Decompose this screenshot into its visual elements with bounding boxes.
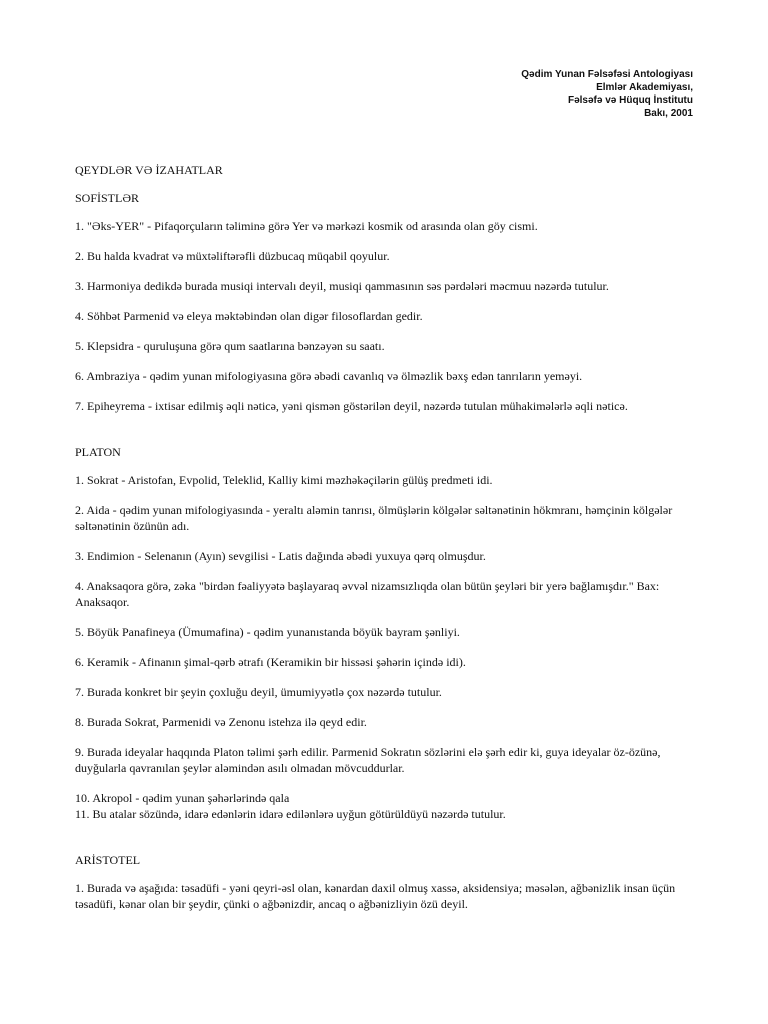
section-heading-platon: PLATON bbox=[75, 445, 121, 459]
note-item: 1. "Əks-YER" - Pifaqorçuların təliminə görə Yer və mərkəzi kosmik od arasında olan göy cismi. bbox=[75, 219, 538, 233]
note-item: 9. Burada ideyalar haqqında Platon təlimi şərh edilir. Parmenid Sokratın sözlərini elə şərh edir ki, guya ideyalar öz-özünə, duyğularla qavranılan şeylər aləmindən asılı olmadan mövcuddurlar. bbox=[75, 745, 661, 775]
note-item: 4. Anaksaqora görə, zəka "birdən fəaliyyətə başlayaraq əvvəl nizamsızlıqda olan bütün şeyləri bir yerə bağlamışdır." Bax: Anaksaqor. bbox=[75, 579, 660, 609]
note-item: 3. Harmoniya dedikdə burada musiqi intervalı deyil, musiqi qammasının səs pərdələri məcmuu nəzərdə tutulur. bbox=[75, 279, 609, 293]
note-item: 4. Söhbət Parmenid və eleya məktəbindən olan digər filosoflardan gedir. bbox=[75, 309, 423, 323]
note-item: 2. Bu halda kvadrat və müxtəliftərəfli düzbucaq müqabil qoyulur. bbox=[75, 249, 390, 263]
note-item: 5. Klepsidra - quruluşuna görə qum saatlarına bənzəyən su saatı. bbox=[75, 339, 385, 353]
note-item: 7. Burada konkret bir şeyin çoxluğu deyil, ümumiyyətlə çox nəzərdə tutulur. bbox=[75, 685, 442, 699]
header-line-4: Bakı, 2001 bbox=[644, 108, 693, 119]
section-heading-aristotel: ARİSTOTEL bbox=[75, 853, 141, 867]
header-line-3: Fəlsəfə və Hüquq İnstitutu bbox=[567, 95, 693, 106]
note-item: 6. Ambraziya - qədim yunan mifologiyasına görə əbədi cavanlıq və ölməzlik bəxş edən tanrıların yeməyi. bbox=[75, 369, 583, 383]
note-item: 8. Burada Sokrat, Parmenidi və Zenonu istehza ilə qeyd edir. bbox=[75, 715, 367, 729]
header-line-2: Elmlər Akademiyası, bbox=[596, 82, 693, 93]
note-item: 2. Aida - qədim yunan mifologiyasında - yeraltı aləmin tanrısı, ölmüşlərin kölgələr səltənətinin hökmranı, həmçinin kölgələr səltənətinin özünün adı. bbox=[75, 503, 673, 533]
note-item: 7. Epiheyrema - ixtisar edilmiş əqli nəticə, yəni qismən göstərilən deyil, nəzərdə tutulan mühakimələrlə əqli nəticə. bbox=[75, 399, 628, 413]
note-item: 3. Endimion - Selenanın (Ayın) sevgilisi - Latis dağında əbədi yuxuya qərq olmuşdur. bbox=[75, 549, 486, 563]
header-line-1: Qədim Yunan Fəlsəfəsi Antologiyası bbox=[521, 69, 693, 80]
note-item: 1. Sokrat - Aristofan, Evpolid, Teleklid, Kalliy kimi məzhəkəçilərin gülüş predmeti idi. bbox=[75, 473, 493, 487]
note-item: 1. Burada və aşağıda: təsadüfi - yəni qeyri-əsl olan, kənardan daxil olmuş xassə, aksidensiya; məsələn, ağbənizlik insan üçün təsadüfi, kənar olan bir şeydir, çünki o ağbənizdir, ancaq o ağbənizliyin özü deyil. bbox=[75, 881, 676, 911]
document-body bbox=[75, 162, 695, 926]
note-item: 11. Bu atalar sözündə, idarə edənlərin idarə edilənlərə uyğun götürüldüyü nəzərdə tutulur. bbox=[75, 807, 506, 821]
note-item: 5. Böyük Panafineya (Ümumafina) - qədim yunanıstanda böyük bayram şənliyi. bbox=[75, 625, 460, 639]
note-item: 10. Akropol - qədim yunan şəhərlərində qala bbox=[75, 791, 290, 805]
document-header bbox=[521, 68, 693, 120]
note-item: 6. Keramik - Afinanın şimal-qərb ətrafı (Keramikin bir hissəsi şəhərin içində idi). bbox=[75, 655, 466, 669]
page-title: QEYDLƏR VƏ İZAHATLAR bbox=[75, 163, 223, 177]
section-heading-sofistler: SOFİSTLƏR bbox=[75, 191, 140, 205]
